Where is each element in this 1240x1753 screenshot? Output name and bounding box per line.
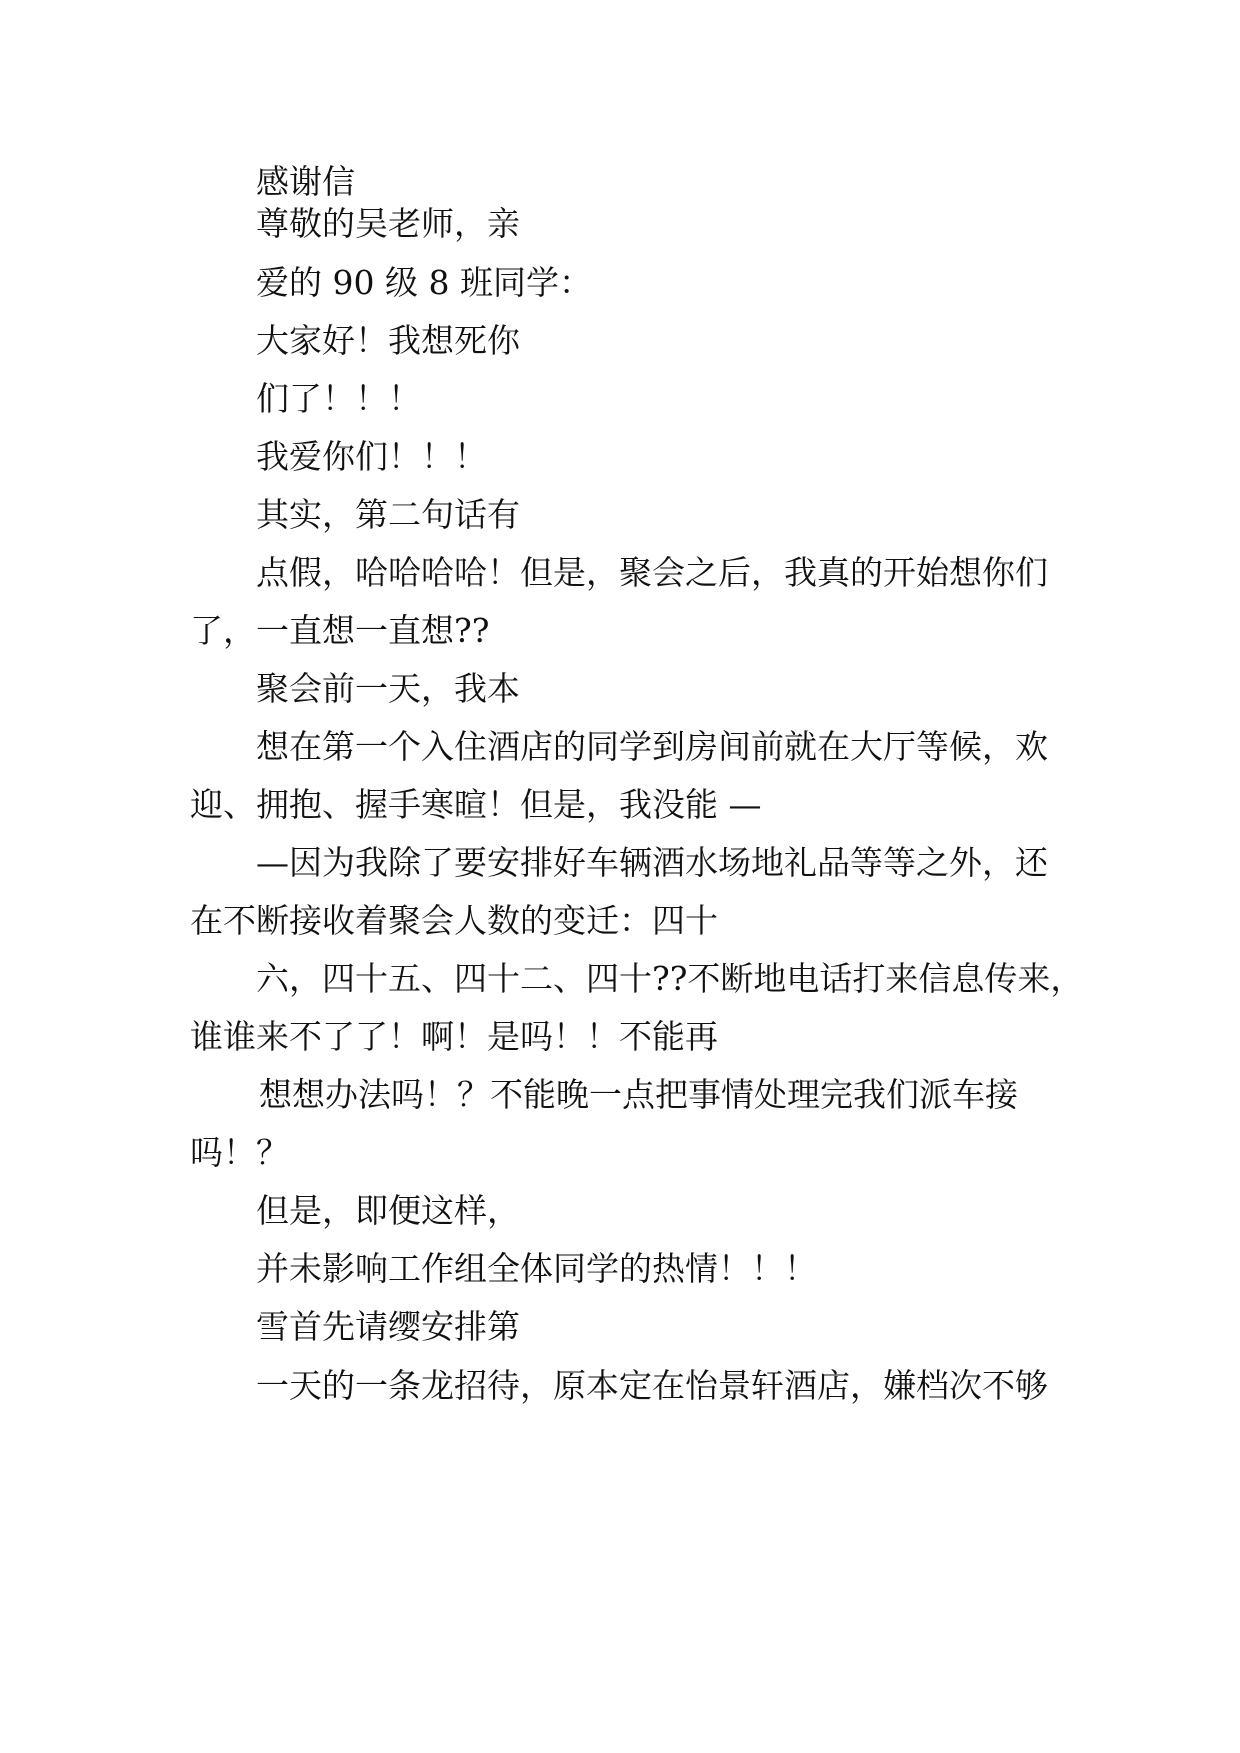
text-line-1: 尊敬的吴老师，亲 <box>256 204 520 243</box>
text-line-13: 在不断接收着聚会人数的变迁：四十 <box>190 901 718 940</box>
text-line-6: 其实，第二句话有 <box>256 495 520 534</box>
text-line-17: 吗！？ <box>190 1133 289 1172</box>
text-line-18: 但是，即便这样， <box>256 1191 520 1230</box>
text-line-10: 想在第一个入住酒店的同学到房间前就在大厅等候，欢 <box>256 727 1048 766</box>
text-line-4: 们了！！！ <box>256 379 421 418</box>
text-line-8: 了，一直想一直想?? <box>190 611 490 650</box>
text-line-15: 谁谁来不了了！啊！是吗！！不能再 <box>190 1017 718 1056</box>
text-line-5: 我爱你们！！！ <box>256 437 487 476</box>
text-line-9: 聚会前一天，我本 <box>256 669 520 708</box>
text-line-21: 一天的一条龙招待，原本定在怡景轩酒店，嫌档次不够 <box>256 1366 1048 1405</box>
letter-title: 感谢信 <box>256 162 355 201</box>
text-line-3: 大家好！我想死你 <box>256 321 520 360</box>
text-line-7: 点假，哈哈哈哈！但是，聚会之后，我真的开始想你们 <box>256 553 1048 592</box>
text-line-19: 并未影响工作组全体同学的热情！！！ <box>256 1249 817 1288</box>
text-line-11: 迎、拥抱、握手寒暄！但是，我没能 — <box>190 785 762 824</box>
text-line-2: 爱的 90 级 8 班同学： <box>256 263 592 302</box>
text-line-12: —因为我除了要安排好车辆酒水场地礼品等等之外，还 <box>256 843 1048 882</box>
text-line-16: 想想办法吗！？不能晚一点把事情处理完我们派车接 <box>259 1075 1018 1114</box>
text-line-20: 雪首先请缨安排第 <box>256 1307 520 1346</box>
text-line-14: 六，四十五、四十二、四十??不断地电话打来信息传来， <box>256 959 1084 998</box>
